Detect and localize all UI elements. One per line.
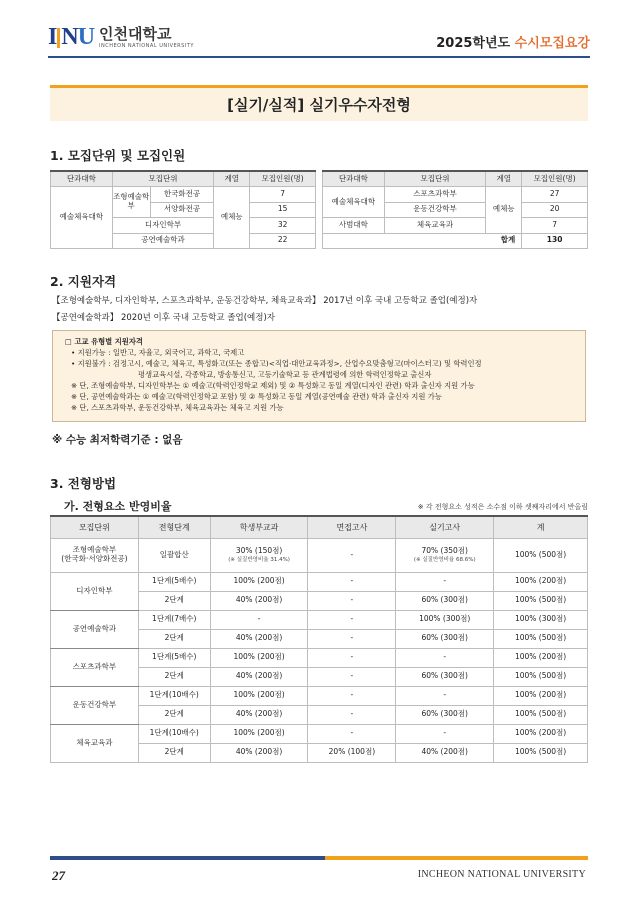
page-number: 27: [52, 868, 65, 883]
unit-cell: [51, 538, 139, 572]
interview-cell: -: [308, 610, 396, 629]
stage-cell: 1단계(5배수): [138, 572, 210, 591]
header-quota: 모집인원(명): [250, 171, 316, 187]
header-college: 단과대학: [323, 171, 385, 187]
interview-cell: -: [308, 629, 396, 648]
header-college: 단과대학: [51, 171, 113, 187]
footer-university-name: INCHEON NATIONAL UNIVERSITY: [417, 869, 586, 880]
stage-cell: 2단계: [138, 743, 210, 762]
practical-note: (※ 실질반영비율 68.6%): [413, 557, 476, 564]
quota-cell: 22: [250, 233, 316, 249]
header-year: 2025학년도: [436, 36, 511, 51]
unit-cell: 운동건강학부: [51, 686, 139, 724]
table-row: [51, 724, 588, 743]
practical-cell: -: [396, 648, 494, 667]
practical-value: 70% (350점): [421, 545, 468, 555]
record-cell: 40% (200점): [210, 667, 308, 686]
interview-cell: 20% (100점): [308, 743, 396, 762]
practical-cell: -: [396, 724, 494, 743]
header-practical: 실기고사: [396, 516, 494, 538]
practical-cell: 60% (300점): [396, 705, 494, 724]
unit-cell: 스포츠과학부: [51, 648, 139, 686]
admission-type-banner: [실기/실적] 실기우수자전형: [50, 85, 588, 121]
unit-cell: 디자인학부: [51, 572, 139, 610]
stage-cell: 일괄합산: [138, 538, 210, 572]
unit-cell: 체육교육과: [384, 218, 486, 234]
practical-cell: 60% (300점): [396, 667, 494, 686]
logo-text: [99, 24, 194, 49]
practical-cell: [396, 538, 494, 572]
total-cell: 100% (500점): [494, 591, 588, 610]
header-field: 계열: [214, 171, 250, 187]
stage-cell: 2단계: [138, 667, 210, 686]
stage-cell: 1단계(5배수): [138, 648, 210, 667]
header-total: 계: [494, 516, 588, 538]
table-row: [323, 218, 588, 234]
total-cell: 100% (500점): [494, 667, 588, 686]
header-record: 학생부교과: [210, 516, 308, 538]
total-cell: 100% (200점): [494, 724, 588, 743]
section-3-subtitle: 가. 전형요소 반영비율: [64, 500, 172, 513]
table-row: [323, 187, 588, 203]
header-guide-name: 수시모집요강: [514, 36, 590, 51]
table-row: [51, 648, 588, 667]
exception-note-2: ※ 단, 공연예술학과는 ① 예술고(학력인정학교 포함) 및 ② 특성화고 동일 계열(공연예술 관련) 학과 출신자 지원 가능: [71, 392, 442, 401]
stage-cell: 2단계: [138, 705, 210, 724]
footer-divider: [50, 856, 588, 860]
unit-line-1: 조형예술학부: [72, 545, 117, 555]
practical-cell: 60% (300점): [396, 629, 494, 648]
header-stage: 전형단계: [138, 516, 210, 538]
record-cell: 100% (200점): [210, 686, 308, 705]
college-cell: 예술체육대학: [51, 187, 113, 249]
table-header-row: [323, 171, 588, 187]
stage-cell: 1단계(10배수): [138, 686, 210, 705]
quota-cell: 7: [250, 187, 316, 203]
section-3-title: 3. 전형방법: [50, 476, 117, 491]
table-row: [51, 686, 588, 705]
section-1-title: 1. 모집단위 및 모집인원: [50, 148, 186, 163]
practical-cell: 40% (200점): [396, 743, 494, 762]
field-cell: 예체능: [214, 187, 250, 249]
school-type-eligibility-box: [52, 330, 586, 422]
logo-mark: I NU: [48, 24, 95, 50]
ineligible-schools-cont: 평생교육시설, 각종학교, 방송통신고, 고등기술학교 등 관계법령에 의한 학력인정학교 출신자: [138, 370, 432, 379]
total-value: 130: [522, 233, 588, 249]
total-cell: 100% (500점): [494, 629, 588, 648]
table-row: [51, 572, 588, 591]
college-cell: 사범대학: [323, 218, 385, 234]
evaluation-ratio-table: [50, 515, 588, 763]
practical-cell: 100% (300점): [396, 610, 494, 629]
stage-cell: 2단계: [138, 629, 210, 648]
quota-cell: 32: [250, 218, 316, 234]
header-unit: 모집단위: [51, 516, 139, 538]
record-cell: [210, 538, 308, 572]
eligibility-line-1: 【조형예술학부, 디자인학부, 스포츠과학부, 운동건강학부, 체육교육과】 2017년 이후 국내 고등학교 졸업(예정)자: [52, 296, 478, 306]
record-cell: 40% (200점): [210, 743, 308, 762]
unit-cell: 체육교육과: [51, 724, 139, 762]
quota-cell: 7: [522, 218, 588, 234]
eligible-schools: • 지원가능 : 일반고, 자율고, 외국어고, 과학고, 국제고: [71, 348, 245, 357]
total-cell: 100% (500점): [494, 538, 588, 572]
header-title: [436, 32, 590, 51]
header-unit: 모집단위: [112, 171, 214, 187]
ineligible-schools: • 지원불가 : 검정고시, 예술고, 체육고, 특성화고(또는 종합고)<직업·대안교육과정>, 산업수요맞춤형고(마이스터고) 및 학력인정: [71, 359, 482, 368]
practical-cell: -: [396, 686, 494, 705]
header-quota: 모집인원(명): [522, 171, 588, 187]
quota-cell: 20: [522, 202, 588, 218]
total-cell: 100% (300점): [494, 610, 588, 629]
total-label: 합계: [323, 233, 522, 249]
total-cell: 100% (200점): [494, 686, 588, 705]
record-value: 30% (150점): [235, 545, 283, 555]
exception-note-3: ※ 단, 스포츠과학부, 운동건강학부, 체육교육과는 체육고 지원 가능: [71, 403, 284, 412]
record-cell: 40% (200점): [210, 705, 308, 724]
stage-cell: 2단계: [138, 591, 210, 610]
interview-cell: -: [308, 648, 396, 667]
stage-cell: 1단계(10배수): [138, 724, 210, 743]
record-cell: 100% (200점): [210, 724, 308, 743]
interview-cell: -: [308, 724, 396, 743]
record-cell: 100% (200점): [210, 648, 308, 667]
table-header-row: [51, 171, 316, 187]
header-unit: 모집단위: [384, 171, 486, 187]
unit-cell: 한국화전공: [150, 187, 214, 203]
unit-cell: 공연예술학과: [112, 233, 214, 249]
unit-cell: 스포츠과학부: [384, 187, 486, 203]
table-row: [51, 610, 588, 629]
interview-cell: -: [308, 667, 396, 686]
record-cell: -: [210, 610, 308, 629]
field-cell: 예체능: [486, 187, 522, 234]
total-cell: 100% (200점): [494, 648, 588, 667]
unit-cell: 운동건강학부: [384, 202, 486, 218]
table-header-row: [51, 516, 588, 538]
record-cell: 40% (200점): [210, 629, 308, 648]
quota-table-left: [50, 170, 316, 249]
exception-note-1: ※ 단, 조형예술학부, 디자인학부는 ① 예술고(학력인정학교 제외) 및 ② 특성화고 동일 계열(디자인 관련) 학과 출신자 지원 가능: [71, 381, 475, 390]
header-interview: 면접고사: [308, 516, 396, 538]
total-cell: 100% (200점): [494, 572, 588, 591]
practical-cell: -: [396, 572, 494, 591]
subgroup-cell: 조형예술학부: [112, 187, 150, 218]
header-field: 계열: [486, 171, 522, 187]
eligibility-line-2: 【공연예술학과】 2020년 이후 국내 고등학교 졸업(예정)자: [52, 313, 275, 323]
rounding-note: ※ 각 전형요소 성적은 소수점 이하 셋째자리에서 반올림: [417, 503, 588, 511]
total-cell: 100% (500점): [494, 705, 588, 724]
unit-cell: 공연예술학과: [51, 610, 139, 648]
stage-cell: 1단계(7배수): [138, 610, 210, 629]
college-cell: 예술체육대학: [323, 187, 385, 218]
page-header: [48, 22, 590, 54]
logo-korean-name: 인천대학교: [99, 24, 172, 43]
unit-line-2: (한국화·서양화전공): [61, 554, 128, 563]
interview-cell: -: [308, 572, 396, 591]
record-note: (※ 실질반영비율 31.4%): [228, 557, 290, 564]
table-total-row: [323, 233, 588, 249]
logo-english-name: INCHEON NATIONAL UNIVERSITY: [99, 42, 194, 49]
quota-table-right: [322, 170, 588, 249]
interview-cell: -: [308, 591, 396, 610]
interview-cell: -: [308, 686, 396, 705]
interview-cell: -: [308, 705, 396, 724]
practical-cell: 60% (300점): [396, 591, 494, 610]
quota-cell: 15: [250, 202, 316, 218]
quota-cell: 27: [522, 187, 588, 203]
unit-cell: 서양화전공: [150, 202, 214, 218]
section-2-title: 2. 지원자격: [50, 274, 117, 289]
record-cell: 40% (200점): [210, 591, 308, 610]
box-title: □ 고교 유형별 지원자격: [65, 337, 143, 346]
table-row: [51, 187, 316, 203]
total-cell: 100% (500점): [494, 743, 588, 762]
header-divider: [48, 56, 590, 58]
table-row: [51, 538, 588, 572]
csat-minimum-note: ※ 수능 최저학력기준 : 없음: [52, 434, 183, 446]
interview-cell: -: [308, 538, 396, 572]
record-cell: 100% (200점): [210, 572, 308, 591]
university-logo: [48, 24, 194, 51]
unit-cell: 디자인학부: [112, 218, 214, 234]
